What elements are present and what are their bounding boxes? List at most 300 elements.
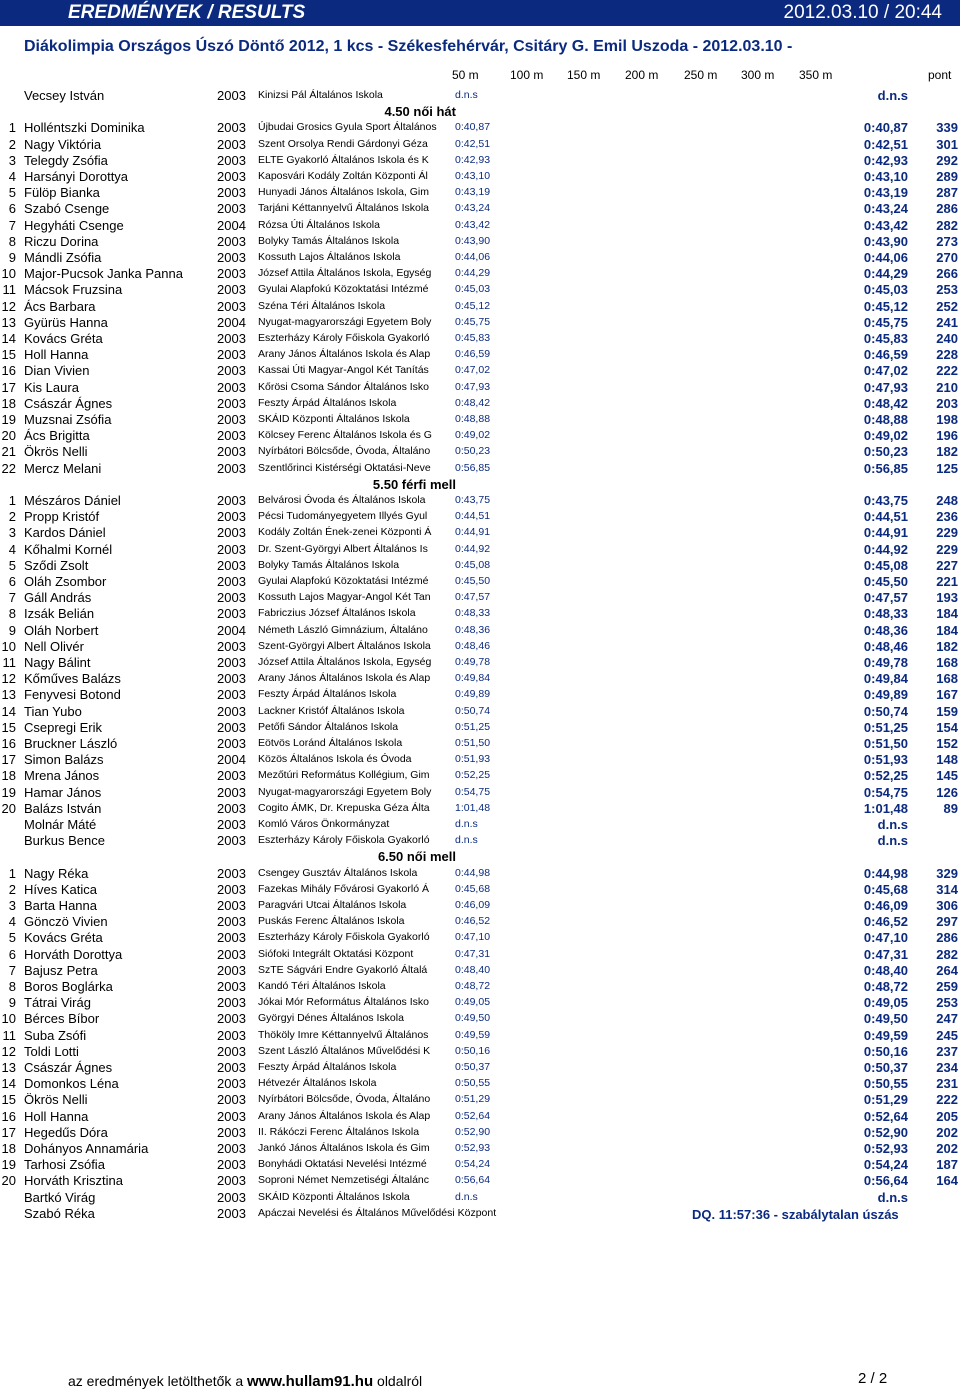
school-name: Dr. Szent-Györgyi Albert Általános Is <box>258 542 428 555</box>
school-name: Petőfi Sándor Általános Iskola <box>258 720 399 733</box>
school-name: Puskás Ferenc Általános Iskola <box>258 915 405 928</box>
final-time: 0:43,10 <box>863 169 908 184</box>
school-name: Tarjáni Kéttannyelvű Általános Iskola <box>258 202 430 215</box>
school-name: Apáczai Nevelési és Általános Művelődési Központ <box>258 1206 497 1219</box>
birth-year: 2003 <box>217 962 246 978</box>
final-time: 0:52,25 <box>863 768 908 784</box>
swimmer-name: Tátrai Virág <box>24 995 91 1011</box>
result-row <box>0 882 960 898</box>
result-row <box>0 444 960 460</box>
split-time: 0:47,02 <box>455 364 491 377</box>
swimmer-name: Oláh Norbert <box>24 622 99 638</box>
rank: 20 <box>1 800 16 816</box>
birth-year: 2003 <box>217 703 246 719</box>
footer-link[interactable]: www.hullam91.hu <box>247 1373 374 1390</box>
points: 292 <box>936 152 958 168</box>
final-time: 0:47,57 <box>863 590 908 606</box>
points: 241 <box>936 314 958 330</box>
final-time: 0:44,51 <box>863 509 908 525</box>
event-title: 5.50 férfi mell <box>372 476 456 492</box>
result-row <box>0 914 960 930</box>
split-time: 0:49,89 <box>455 688 491 701</box>
result-row <box>0 315 960 331</box>
result-row <box>0 412 960 428</box>
birth-year: 2003 <box>217 1092 246 1108</box>
points: 314 <box>936 881 958 897</box>
birth-year: 2003 <box>217 541 246 557</box>
birth-year: 2003 <box>217 768 246 784</box>
points: 196 <box>936 428 958 444</box>
school-name: Nyírbátori Bölcsőde, Óvoda, Általáno <box>258 1093 431 1106</box>
split-header: 250 m <box>684 68 718 82</box>
school-name: József Attila Általános Iskola, Egység <box>258 656 432 668</box>
birth-year: 2003 <box>217 817 246 832</box>
school-name: Kőrösi Csoma Sándor Általános Isko <box>258 380 429 393</box>
rank: 19 <box>1 1157 16 1173</box>
result-row <box>0 347 960 363</box>
split-time: 0:52,93 <box>455 1142 491 1154</box>
page-number: 2 / 2 <box>858 1370 888 1387</box>
result-row <box>0 963 960 979</box>
split-time: 0:44,92 <box>455 542 491 555</box>
birth-year: 2003 <box>217 1108 246 1124</box>
swimmer-name: Burkus Bence <box>24 833 105 849</box>
result-row <box>0 736 960 752</box>
final-time: 0:44,06 <box>863 250 908 265</box>
rank: 12 <box>1 298 16 314</box>
school-name: II. Rákóczi Ferenc Általános Iskola <box>258 1125 420 1138</box>
rank: 14 <box>1 703 16 719</box>
split-header: 300 m <box>741 68 775 82</box>
split-time: 0:48,40 <box>455 963 491 976</box>
swimmer-name: Hegedűs Dóra <box>24 1124 108 1140</box>
result-row <box>0 1141 960 1157</box>
school-name: SKÁID Központi Általános Iskola <box>258 413 410 425</box>
result-row <box>0 282 960 298</box>
result-row <box>0 88 960 104</box>
split-header: 50 m <box>452 68 479 82</box>
final-time: 0:48,88 <box>863 412 908 427</box>
disqualification-note: DQ. 11:57:36 - szabálytalan úszás <box>692 1206 899 1222</box>
final-time: 0:45,12 <box>863 298 908 314</box>
rank: 8 <box>8 233 16 249</box>
points: 247 <box>936 1011 958 1027</box>
school-name: Szent László Általános Művelődési K <box>258 1044 431 1057</box>
result-row <box>0 801 960 817</box>
swimmer-name: Mándli Zsófia <box>24 250 102 265</box>
birth-year: 2003 <box>217 1060 246 1075</box>
split-time: 0:45,12 <box>455 299 491 312</box>
final-time: 0:50,74 <box>863 703 908 719</box>
rank: 5 <box>8 930 16 946</box>
birth-year: 2003 <box>217 136 246 152</box>
final-time: 0:50,23 <box>863 444 908 460</box>
result-row <box>0 137 960 153</box>
points: 154 <box>936 719 958 735</box>
rank: 10 <box>1 266 16 282</box>
final-time: 0:40,87 <box>863 120 908 136</box>
result-row <box>0 363 960 379</box>
points: 182 <box>936 638 958 654</box>
result-row <box>0 493 960 509</box>
rank: 14 <box>1 331 16 346</box>
school-name: Fabriczius József Általános Iskola <box>258 607 416 620</box>
school-name: Közös Általános Iskola és Óvoda <box>258 753 412 766</box>
school-name: Jankó János Általános Iskola és Gim <box>258 1142 430 1154</box>
event-title: 6.50 női mell <box>377 849 456 865</box>
split-time: 0:44,06 <box>455 251 491 263</box>
split-time: 0:45,03 <box>455 283 491 296</box>
result-row <box>0 947 960 963</box>
final-time: 0:47,31 <box>863 946 908 962</box>
points: 253 <box>936 995 958 1011</box>
split-time: 0:40,87 <box>455 121 491 134</box>
final-time: 0:48,36 <box>863 622 908 638</box>
birth-year: 2004 <box>217 314 246 330</box>
points: 237 <box>936 1043 958 1059</box>
birth-year: 2003 <box>217 1124 246 1140</box>
final-time: 0:50,55 <box>863 1076 908 1092</box>
points: 252 <box>936 298 958 314</box>
swimmer-name: Holléntszki Dominika <box>24 120 145 136</box>
split-time: 0:48,88 <box>455 413 491 425</box>
result-row <box>0 720 960 736</box>
birth-year: 2003 <box>217 1189 246 1205</box>
birth-year: 2003 <box>217 979 246 994</box>
points: 248 <box>936 493 958 508</box>
swimmer-name: Mészáros Dániel <box>24 493 121 508</box>
split-time: 0:42,93 <box>455 153 491 166</box>
rank: 5 <box>8 185 16 201</box>
rank: 18 <box>1 395 16 411</box>
school-name: Mezőtúri Református Kollégium, Gim <box>258 769 430 782</box>
school-name: Csengey Gusztáv Általános Iskola <box>258 866 418 879</box>
points: 253 <box>936 282 958 298</box>
points: 222 <box>936 1092 958 1108</box>
split-time: 0:48,36 <box>455 623 491 636</box>
birth-year: 2004 <box>217 622 246 638</box>
swimmer-name: Ács Brigitta <box>24 428 90 444</box>
points: 287 <box>936 185 958 201</box>
rank: 1 <box>8 865 16 881</box>
points: 286 <box>936 201 958 217</box>
final-time: 0:49,84 <box>863 671 908 687</box>
rank: 12 <box>1 671 16 687</box>
swimmer-name: Bajusz Petra <box>24 962 98 978</box>
split-time: 0:49,05 <box>455 996 491 1009</box>
birth-year: 2003 <box>217 638 246 654</box>
final-time: 0:56,64 <box>863 1173 908 1189</box>
points: 168 <box>936 671 958 687</box>
birth-year: 2003 <box>217 1076 246 1092</box>
school-name: Széna Téri Általános Iskola <box>258 299 386 312</box>
points: 221 <box>936 574 958 589</box>
rank: 18 <box>1 1141 16 1156</box>
swimmer-name: Szabó Csenge <box>24 201 110 217</box>
final-time: 0:52,93 <box>863 1141 908 1156</box>
birth-year: 2003 <box>217 169 246 184</box>
points: 236 <box>936 509 958 525</box>
points: 210 <box>936 379 958 395</box>
birth-year: 2003 <box>217 1011 246 1027</box>
result-row <box>0 1060 960 1076</box>
points: 245 <box>936 1027 958 1043</box>
rank: 17 <box>1 379 16 395</box>
school-name: Feszty Árpád Általános Iskola <box>258 688 397 701</box>
result-row <box>0 898 960 914</box>
swimmer-name: Kovács Gréta <box>24 930 103 946</box>
points: 167 <box>936 687 958 703</box>
swimmer-name: Harsányi Dorottya <box>24 169 129 184</box>
split-time: 0:46,52 <box>455 915 491 928</box>
result-row <box>0 380 960 396</box>
rank: 20 <box>1 428 16 444</box>
birth-year: 2003 <box>217 881 246 897</box>
rank: 2 <box>8 136 16 152</box>
school-name: Eötvös Loránd Általános Iskola <box>258 737 403 749</box>
final-time: 0:43,90 <box>863 233 908 249</box>
school-name: Arany János Általános Iskola és Alap <box>258 348 431 361</box>
split-time: 0:54,75 <box>455 785 491 798</box>
swimmer-name: Mrena János <box>24 768 100 784</box>
final-time: 0:44,91 <box>863 525 908 541</box>
swimmer-name: Simon Balázs <box>24 752 104 768</box>
birth-year: 2003 <box>217 930 246 946</box>
rank: 4 <box>8 541 16 557</box>
rank: 16 <box>1 1108 16 1124</box>
points: 159 <box>936 703 958 719</box>
split-time: d.n.s <box>455 818 478 830</box>
final-time: 0:45,83 <box>863 331 908 346</box>
birth-year: 2003 <box>217 266 246 282</box>
swimmer-name: Nagy Viktória <box>24 136 102 152</box>
split-time: 0:49,59 <box>455 1028 491 1041</box>
split-time: 0:45,83 <box>455 332 491 344</box>
final-time: 0:47,10 <box>863 930 908 946</box>
split-time: 0:42,51 <box>455 137 491 150</box>
result-row <box>0 687 960 703</box>
swimmer-name: Dohányos Annamária <box>24 1141 149 1156</box>
split-time: 0:50,37 <box>455 1061 491 1073</box>
points: 301 <box>936 136 958 152</box>
rank: 12 <box>1 1043 16 1059</box>
swimmer-name: Gáll András <box>24 590 92 606</box>
points: 229 <box>936 541 958 557</box>
school-name: Siófoki Integrált Oktatási Központ <box>258 947 414 960</box>
rank: 9 <box>8 622 16 638</box>
split-time: 0:50,74 <box>455 704 491 717</box>
split-time: 0:46,59 <box>455 348 491 361</box>
school-name: Arany János Általános Iskola és Alap <box>258 672 431 685</box>
points: 231 <box>936 1076 958 1092</box>
points: 234 <box>936 1060 958 1075</box>
rank: 13 <box>1 687 16 703</box>
final-time: 0:45,68 <box>863 881 908 897</box>
school-name: Kassai Úti Magyar-Angol Két Tanítás <box>258 364 429 377</box>
final-time: 0:50,16 <box>863 1043 908 1059</box>
school-name: Thököly Imre Kéttannyelvű Általános <box>258 1028 429 1041</box>
rank: 16 <box>1 736 16 751</box>
points: 282 <box>936 217 958 233</box>
school-name: Soproni Német Nemzetiségi Általánc <box>258 1174 429 1187</box>
result-row <box>0 768 960 784</box>
split-time: 0:56,85 <box>455 461 491 474</box>
birth-year: 2003 <box>217 671 246 687</box>
points: 259 <box>936 979 958 994</box>
birth-year: 2003 <box>217 233 246 249</box>
school-name: Bolyky Tamás Általános Iskola <box>258 234 400 247</box>
swimmer-name: Domonkos Léna <box>24 1076 119 1092</box>
split-time: 0:45,50 <box>455 575 491 587</box>
split-header: 350 m <box>799 68 833 82</box>
school-name: Kaposvári Kodály Zoltán Központi Ál <box>258 170 428 182</box>
final-time: 0:48,72 <box>863 979 908 994</box>
final-time: 0:47,93 <box>863 379 908 395</box>
points: 229 <box>936 525 958 541</box>
swimmer-name: Kardos Dániel <box>24 525 106 541</box>
split-time: 0:43,75 <box>455 494 491 506</box>
rank: 3 <box>8 525 16 541</box>
rank: 7 <box>8 217 16 233</box>
birth-year: 2003 <box>217 120 246 136</box>
result-row <box>0 169 960 185</box>
final-time: 0:42,93 <box>863 152 908 168</box>
swimmer-name: Propp Kristóf <box>24 509 100 525</box>
school-name: Újbudai Grosics Gyula Sport Általános <box>258 121 437 134</box>
final-time: 0:42,51 <box>863 136 908 152</box>
rank: 10 <box>1 1011 16 1027</box>
birth-year: 2003 <box>217 800 246 816</box>
final-time: 0:48,40 <box>863 962 908 978</box>
result-row <box>0 1173 960 1189</box>
points: 289 <box>936 169 958 184</box>
school-name: Arany János Általános Iskola és Alap <box>258 1109 431 1122</box>
school-name: Hétvezér Általános Iskola <box>258 1077 377 1090</box>
points: 184 <box>936 606 958 622</box>
school-name: Bonyhádi Oktatási Nevelési Intézmé <box>258 1158 427 1171</box>
school-name: Feszty Árpád Általános Iskola <box>258 1061 397 1073</box>
swimmer-name: Kovács Gréta <box>24 331 103 346</box>
swimmer-name: Riczu Dorina <box>24 233 99 249</box>
rank: 8 <box>8 606 16 622</box>
swimmer-name: Bérces Bíbor <box>24 1011 100 1027</box>
school-name: Eszterházy Károly Főiskola Gyakorló <box>258 834 430 847</box>
rank: 19 <box>1 784 16 800</box>
final-time: 0:48,33 <box>863 606 908 622</box>
result-row <box>0 201 960 217</box>
school-name: Cogito ÁMK, Dr. Krepuska Géza Álta <box>258 801 430 814</box>
points: 125 <box>936 460 958 476</box>
rank: 6 <box>8 946 16 962</box>
rank: 14 <box>1 1076 16 1092</box>
result-row <box>0 299 960 315</box>
birth-year: 2003 <box>217 655 246 670</box>
final-time: 0:49,89 <box>863 687 908 703</box>
swimmer-name: Fenyvesi Botond <box>24 687 121 703</box>
school-name: Szent-Györgyi Albert Általános Iskola <box>258 639 431 652</box>
split-time: 0:54,24 <box>455 1158 491 1171</box>
result-row <box>0 185 960 201</box>
points: 145 <box>936 768 958 784</box>
swimmer-name: Toldi Lotti <box>24 1043 79 1059</box>
rank: 17 <box>1 752 16 768</box>
school-name: Pécsi Tudományegyetem Illyés Gyul <box>258 510 428 523</box>
final-time: 0:44,98 <box>863 865 908 881</box>
split-time: 0:50,23 <box>455 445 491 458</box>
final-time: 1:01,48 <box>863 800 908 816</box>
birth-year: 2003 <box>217 395 246 411</box>
split-time: 0:49,78 <box>455 656 491 668</box>
final-time: 0:49,05 <box>863 995 908 1011</box>
points: 203 <box>936 395 958 411</box>
split-time: 0:45,08 <box>455 558 491 571</box>
result-row <box>0 752 960 768</box>
school-name: Bolyky Tamás Általános Iskola <box>258 558 400 571</box>
rank: 4 <box>8 914 16 930</box>
points: 240 <box>936 331 958 346</box>
result-row <box>0 1011 960 1027</box>
result-row <box>0 1044 960 1060</box>
school-name: Jókai Mór Református Általános Isko <box>258 996 429 1009</box>
swimmer-name: Hegyháti Csenge <box>24 217 124 233</box>
rank: 2 <box>8 881 16 897</box>
rank: 10 <box>1 638 16 654</box>
school-name: Eszterházy Károly Főiskola Gyakorló <box>258 332 430 344</box>
split-time: 0:49,02 <box>455 429 491 442</box>
split-time: 0:52,64 <box>455 1109 491 1122</box>
school-name: Györgyi Dénes Általános Iskola <box>258 1012 404 1025</box>
rank: 3 <box>8 152 16 168</box>
points: 228 <box>936 347 958 363</box>
final-time: 0:44,29 <box>863 266 908 282</box>
split-time: 0:51,29 <box>455 1093 491 1106</box>
result-row <box>0 120 960 136</box>
points: 306 <box>936 898 958 913</box>
final-time: 0:50,37 <box>863 1060 908 1075</box>
result-row <box>0 1190 960 1206</box>
points: 202 <box>936 1141 958 1156</box>
result-row <box>0 623 960 639</box>
school-name: ELTE Gyakorló Általános Iskola és K <box>258 153 429 166</box>
final-time: 0:43,24 <box>863 201 908 217</box>
birth-year: 2003 <box>217 1027 246 1043</box>
birth-year: 2004 <box>217 217 246 233</box>
birth-year: 2003 <box>217 460 246 476</box>
swimmer-name: Bartkó Virág <box>24 1189 96 1205</box>
split-time: 0:52,25 <box>455 769 491 782</box>
split-time: 0:46,09 <box>455 899 491 911</box>
swimmer-name: Nell Olivér <box>24 638 84 654</box>
swimmer-name: Major-Pucsok Janka Panna <box>24 266 183 282</box>
birth-year: 2003 <box>217 557 246 573</box>
split-time: 0:43,19 <box>455 186 491 199</box>
swimmer-name: Bruckner László <box>24 736 118 751</box>
split-time: 0:50,16 <box>455 1044 491 1057</box>
birth-year: 2003 <box>217 525 246 541</box>
points: 198 <box>936 412 958 427</box>
school-name: SKÁID Központi Általános Iskola <box>258 1190 410 1203</box>
split-time: 0:44,51 <box>455 510 491 523</box>
swimmer-name: Balázs István <box>24 800 102 816</box>
birth-year: 2003 <box>217 298 246 314</box>
points: 227 <box>936 557 958 573</box>
final-time: 0:44,92 <box>863 541 908 557</box>
rank: 9 <box>8 995 16 1011</box>
birth-year: 2003 <box>217 606 246 622</box>
birth-year: 2003 <box>217 1141 246 1156</box>
swimmer-name: Kőhalmi Kornél <box>24 541 113 557</box>
split-time: d.n.s <box>455 834 478 847</box>
